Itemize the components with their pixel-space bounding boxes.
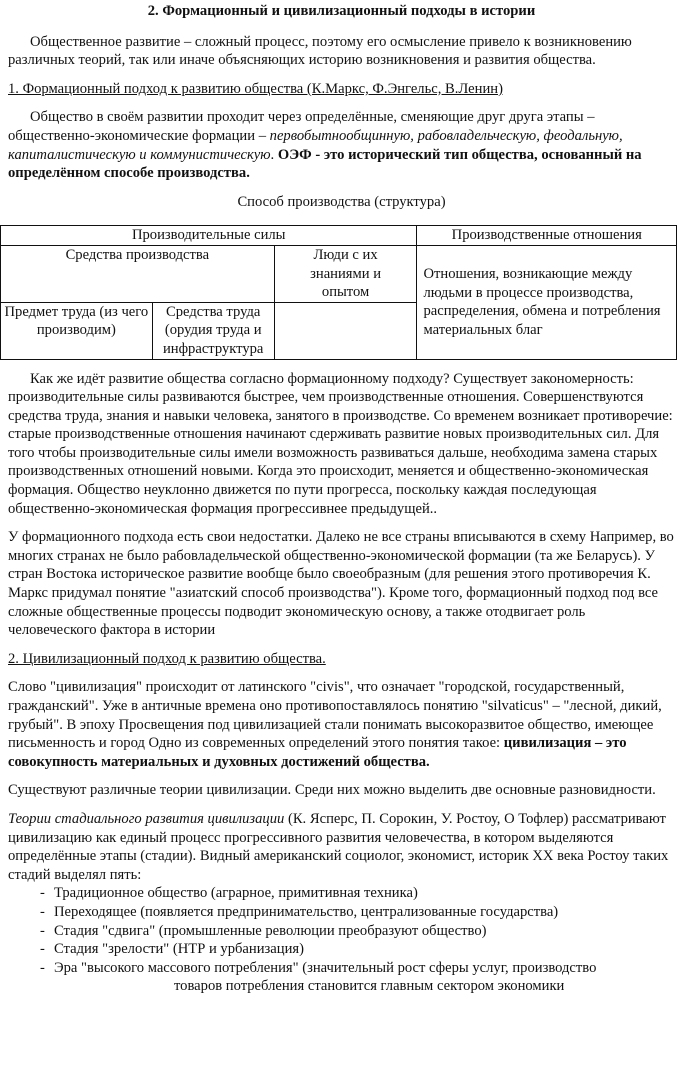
rostow-stages-list: [8, 884, 675, 977]
means-of-labor-cell: Средства труда (орудия труда и инфраструктура: [152, 302, 274, 359]
means-of-production-cell: Средства производства: [1, 245, 275, 302]
section2-p1-start: Слово "цивилизация" происходит от латинского "civis", что означает "городской, государственный, гражданский". Уже в античные времена оно противопоставлялось понятию "silvaticus" – "лесной, дикий, грубый". В эпоху Просвещения под цивилизацией стали понимать высокоразвитое общество, имеющее письменность и город Одно из современных определений этого понятия такое:: [8, 679, 662, 752]
productive-forces-header: Производительные силы: [1, 226, 417, 246]
civilization-definition: цивилизация – это совокупность материальных и духовных достижений общества.: [8, 735, 627, 770]
list-item: - Традиционное общество (аграрное, примитивная техника): [40, 884, 675, 903]
intro-paragraph: Общественное развитие – сложный процесс, поэтому его осмысление привело к возникновению различных теорий, так или иначе объясняющих историю возникновения и развития общества.: [8, 33, 632, 69]
section1-p1-mid: .: [270, 146, 278, 163]
section2-paragraph3: [8, 810, 675, 884]
production-structure-table: [0, 225, 677, 359]
formations-list: первобытнообщинную, рабовладельческую, феодальную, капиталистическую и коммунистическую: [8, 127, 623, 163]
list-item: - Переходящее (появляется предпринимательство, централизованные государства): [40, 903, 675, 922]
section1-heading-text: 1. Формационный подход к развитию общества (К.Маркс, Ф.Энгельс, В.Ленин): [8, 80, 503, 97]
section1-heading: [8, 80, 675, 99]
section2-paragraph2: Существуют различные теории цивилизации. Среди них можно выделить две основные разновидности.: [8, 782, 656, 799]
list-item: - Стадия "зрелости" (НТР и урбанизация): [40, 940, 675, 959]
section2-heading: [8, 650, 675, 669]
stages-continuation: товаров потребления становится главным сектором экономики: [174, 978, 565, 995]
document-title: 2. Формационный и цивилизационный подходы в истории: [147, 3, 536, 19]
section2-paragraph1: [8, 678, 675, 771]
table-caption: Способ производства (структура): [237, 193, 446, 210]
section1-paragraph2: Как же идёт развитие общества согласно формационному подходу? Существует закономерность: производительные силы развиваются быстрее, чем производственные отношения. Совершенствуются средства труда, знания и навыки человека, занятого в производстве. Со временем возникает противоречие: старые производственные отношения начинают сдерживать развитие новых производительных сил. Для того чтобы производительные силы имели возможность развиваться дальше, необходима замена старых производственных отношений новыми. Когда это происходит, меняется и общественно-экономическая формация. Общество неуклонно движется по пути прогресса, поскольку каждая последующая общественно-экономическая формация прогрессивнее предыдущей..: [8, 370, 673, 517]
section2-heading-text: 2. Цивилизационный подход к развитию общества.: [8, 650, 326, 667]
people-cell: Люди с их знаниями и опытом: [274, 245, 417, 302]
empty-cell: [274, 302, 417, 359]
section1-paragraph3: У формационного подхода есть свои недостатки. Далеко не все страны вписываются в схему Например, во многих странах не было рабовладельческой общественно-экономической формации (та же Беларусь). У стран Востока историческое развитие вообще было своеобразным (для решения этого противоречия К. Маркс придумал понятие "азиатский способ производства"). Кроме того, формационный подход под все сложные общественные процессы подводит экономическую основу, а также отодвигает роль человеческого фактора в истории: [8, 529, 674, 639]
production-relations-header: Производственные отношения: [417, 226, 677, 246]
list-item: - Эра "высокого массового потребления" (значительный рост сферы услуг, производство: [40, 959, 675, 978]
list-item: - Стадия "сдвига" (промышленные революции преобразуют общество): [40, 922, 675, 941]
section2-p3-rest: (К. Ясперс, П. Сорокин, У. Ростоу, О Тофлер) рассматривают цивилизацию как единый процесс прогрессивного развития человечества, в котором выделяются определённые этапы (стадии). Видный американский социолог, экономист, историк XX века Ростоу таких стадий выделял пять:: [8, 810, 669, 883]
oef-definition: ОЭФ - это исторический тип общества, основанный на определённом способе производства.: [8, 146, 642, 182]
subject-of-labor-cell: Предмет труда (из чего производим): [1, 302, 153, 359]
relations-cell: Отношения, возникающие между людьми в процессе производства, распределения, обмена и потребления материальных благ: [417, 245, 677, 359]
section1-paragraph1: [8, 108, 675, 182]
stage-theories-term: Теории стадиального развития цивилизации: [8, 810, 285, 827]
section1-p1-start: Общество в своём развитии проходит через определённые, сменяющие друг друга этапы – общественно-экономические формации –: [8, 109, 595, 144]
